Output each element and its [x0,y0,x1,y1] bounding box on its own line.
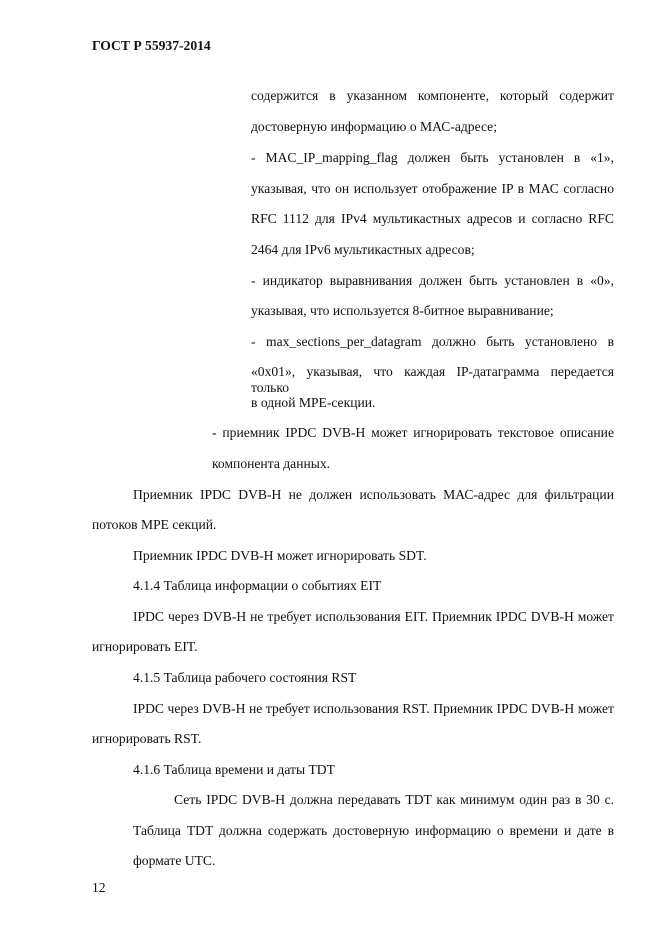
text-line: IPDC через DVB-H не требует использования EIT. Приемник IPDC DVB-H может [133,609,614,624]
text-line: Приемник IPDC DVB-H может игнорировать SDT. [133,548,427,563]
text-line: указывая, что он использует отображение IP в МАС согласно [251,181,614,196]
text-line: содержится в указанном компоненте, который содержит [251,88,614,103]
text-line: Приемник IPDC DVB-H не должен использовать МАС-адрес для фильтрации [133,487,614,502]
section-heading: 4.1.5 Таблица рабочего состояния RST [133,670,357,685]
page-number: 12 [92,880,106,895]
section-heading: 4.1.4 Таблица информации о событиях EIT [133,578,382,593]
text-line: в одной МРЕ-секции. [251,395,376,410]
text-line: - приемник IPDC DVB-H может игнорировать текстовое описание [212,425,614,440]
text-line: потоков МРЕ секций. [92,517,217,532]
text-line: «0x01», указывая, что каждая IP-датаграмма передается только [251,364,614,395]
text-line: - MAC_IP_mapping_flag должен быть установлен в «1», [251,150,614,165]
text-line: 2464 для IPv6 мультикастных адресов; [251,242,475,257]
text-line: - max_sections_per_datagram должно быть установлено в [251,334,614,349]
text-line: - индикатор выравнивания должен быть установлен в «0», [251,273,614,288]
text-line: Таблица TDT должна содержать достоверную информацию о времени и дате в [133,823,614,838]
document-header: ГОСТ Р 55937-2014 [92,38,211,53]
text-line: игнорировать EIT. [92,639,198,654]
text-line: игнорировать RST. [92,731,202,746]
text-line: IPDC через DVB-H не требует использования RST. Приемник IPDC DVB-H может [133,701,614,716]
text-line: Сеть IPDC DVB-H должна передавать TDT как минимум один раз в 30 с. [174,792,614,807]
text-line: RFC 1112 для IPv4 мультикастных адресов и согласно RFC [251,211,614,226]
text-line: указывая, что используется 8-битное выравнивание; [251,303,554,318]
text-line: достоверную информацию о МАС-адресе; [251,119,497,134]
section-heading: 4.1.6 Таблица времени и даты TDT [133,762,335,777]
text-line: формате UTC. [133,853,216,868]
text-line: компонента данных. [212,456,331,471]
